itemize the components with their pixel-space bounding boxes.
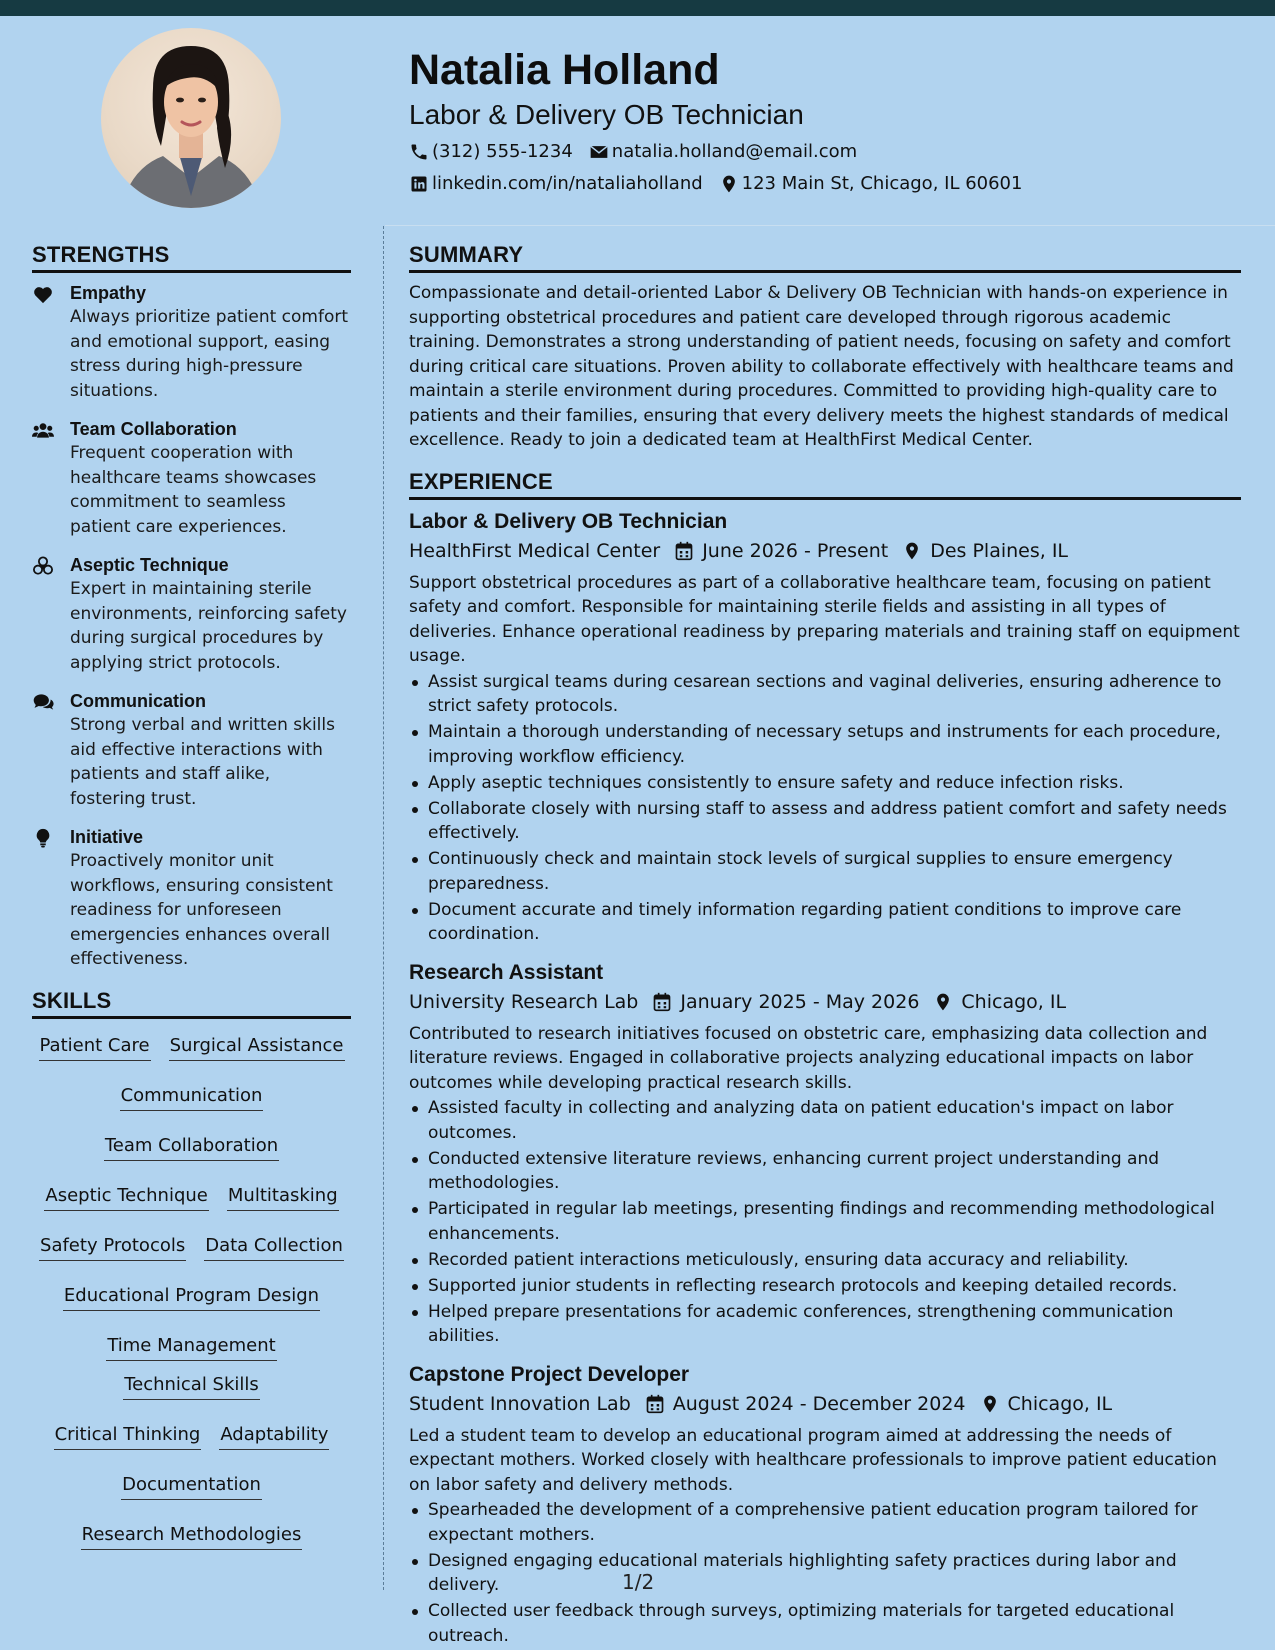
candidate-title: Labor & Delivery OB Technician (409, 99, 804, 130)
strength-item (32, 281, 351, 403)
job-bullet: Supported junior students in reflecting research protocols and keeping detailed records. (409, 1274, 1241, 1299)
job-company: University Research Lab (409, 990, 639, 1013)
job-description: Led a student team to develop an educational program aimed at addressing the needs of expectant mothers. Worked closely with healthcare professionals to improve patient education on labor safety and delivery methods. (409, 1425, 1217, 1495)
strength-name: Team Collaboration (70, 419, 237, 439)
email-contact (589, 140, 857, 164)
calendar-icon (674, 541, 694, 561)
skill-tag: Communication (120, 1083, 264, 1111)
skill-tag: Time Management (106, 1333, 276, 1361)
job-bullet: Recorded patient interactions meticulously, ensuring data accuracy and reliability. (409, 1248, 1241, 1273)
skill-tag: Surgical Assistance (169, 1033, 345, 1061)
job-location: Chicago, IL (961, 990, 1067, 1013)
job-dates: June 2026 - Present (702, 539, 889, 562)
contact-row-1 (409, 140, 1038, 164)
job-bullet: Apply aseptic techniques consistently to ensure safety and reduce infection risks. (409, 771, 1241, 796)
job-bullet: Maintain a thorough understanding of necessary setups and instruments for each procedure, improving workflow efficiency. (409, 720, 1241, 769)
strength-name: Initiative (70, 827, 144, 847)
address-contact (719, 172, 1023, 196)
experience-heading: EXPERIENCE (409, 467, 1241, 500)
skill-tag: Team Collaboration (104, 1133, 279, 1161)
skills-list (32, 1027, 351, 1550)
job-company: HealthFirst Medical Center (409, 539, 661, 562)
job-bullet: Assist surgical teams during cesarean sections and vaginal deliveries, ensuring adherence to strict safety protocols. (409, 670, 1241, 719)
address-text: 123 Main St, Chicago, IL 60601 (741, 173, 1023, 194)
job-entry (409, 508, 1241, 947)
job-bullets (409, 1096, 1241, 1349)
job-title: Research Assistant (409, 960, 604, 984)
job-meta (409, 989, 1241, 1016)
job-bullet: Assisted faculty in collecting and analyzing data on patient education's impact on labor outcomes. (409, 1096, 1241, 1145)
strength-name: Empathy (70, 283, 147, 303)
job-meta (409, 1391, 1241, 1418)
job-dates: August 2024 - December 2024 (672, 1392, 966, 1415)
job-bullet: Designed engaging educational materials highlighting safety practices during labor and delivery. (409, 1549, 1241, 1598)
header-divider (385, 225, 1275, 226)
job-title: Labor & Delivery OB Technician (409, 509, 728, 533)
job-bullet: Continuously check and maintain stock levels of surgical supplies to ensure emergency preparedness. (409, 847, 1241, 896)
job-bullet: Collaborate closely with nursing staff to assess and address patient comfort and safety needs effectively. (409, 797, 1241, 846)
skill-tag: Safety Protocols (39, 1233, 186, 1261)
email-text[interactable]: natalia.holland@email.com (611, 141, 858, 162)
heart-icon (32, 284, 54, 304)
job-description: Support obstetrical procedures as part of a collaborative healthcare team, focusing on patient safety and comfort. Responsible for maintaining sterile fields and assisting in all types of deliveries. Enhance operational readiness by preparing materials and training staff on equipment usage. (409, 572, 1240, 666)
job-description: Contributed to research initiatives focused on obstetric care, emphasizing data collection and literature reviews. Engaged in collaborative projects analyzing educational impacts on labor outcomes while developing practical research skills. (409, 1023, 1208, 1093)
job-dates-wrap (672, 538, 888, 565)
strength-desc: Frequent cooperation with healthcare teams showcases commitment to seamless patient care experiences. (70, 443, 317, 537)
summary-heading: SUMMARY (409, 240, 1241, 273)
strengths-heading: STRENGTHS (32, 240, 351, 273)
top-bar (0, 0, 1275, 16)
candidate-name: Natalia Holland (409, 46, 720, 94)
job-bullet: Spearheaded the development of a comprehensive patient education program tailored for expectant mothers. (409, 1498, 1241, 1547)
map-pin-icon (980, 1394, 1000, 1414)
map-pin-icon (933, 992, 953, 1012)
portrait-image (101, 28, 281, 208)
strength-desc: Expert in maintaining sterile environments, reinforcing safety during surgical procedures by applying strict protocols. (70, 579, 347, 673)
calendar-icon (652, 992, 672, 1012)
resume-header (409, 44, 1038, 196)
job-bullet: Collected user feedback through surveys, optimizing materials for targeted educational outreach. (409, 1599, 1241, 1648)
skill-tag: Educational Program Design (63, 1283, 320, 1311)
strength-name: Communication (70, 691, 207, 711)
job-bullet: Conducted extensive literature reviews, enhancing current project understanding and methodologies. (409, 1147, 1241, 1196)
job-title: Capstone Project Developer (409, 1362, 690, 1386)
linkedin-contact (409, 172, 703, 196)
job-bullet: Document accurate and timely information regarding patient conditions to improve care coordination. (409, 898, 1241, 947)
biohazard-icon (32, 556, 54, 576)
strength-desc: Always prioritize patient comfort and emotional support, easing stress during high-pressure situations. (70, 307, 349, 401)
linkedin-text[interactable]: linkedin.com/in/nataliaholland (432, 173, 703, 194)
skill-tag: Data Collection (204, 1233, 344, 1261)
left-column (32, 240, 351, 1550)
job-meta (409, 538, 1241, 565)
map-pin-icon (719, 174, 739, 194)
job-bullet: Participated in regular lab meetings, presenting findings and recommending methodological enhancements. (409, 1197, 1241, 1246)
strength-item (32, 553, 351, 675)
skill-tag: Multitasking (227, 1183, 339, 1211)
skill-tag: Patient Care (39, 1033, 151, 1061)
job-company: Student Innovation Lab (409, 1392, 631, 1415)
profile-photo (101, 28, 281, 208)
skill-tag: Aseptic Technique (44, 1183, 209, 1211)
job-entry (409, 959, 1241, 1349)
job-dates-wrap (650, 989, 919, 1016)
job-location: Chicago, IL (1007, 1392, 1113, 1415)
strength-item (32, 689, 351, 811)
strength-item (32, 417, 351, 539)
job-location-wrap (978, 1391, 1113, 1418)
job-dates-wrap (643, 1391, 966, 1418)
right-column (409, 240, 1241, 1650)
envelope-icon (589, 142, 609, 162)
job-location-wrap (931, 989, 1066, 1016)
skill-tag: Technical Skills (123, 1372, 260, 1400)
lightbulb-icon (32, 828, 54, 848)
strength-item (32, 825, 351, 972)
strength-desc: Proactively monitor unit workflows, ensuring consistent readiness for unforeseen emergencies enhances overall effectiveness. (70, 851, 333, 969)
phone-icon (409, 142, 429, 162)
phone-text[interactable]: (312) 555-1234 (432, 141, 573, 162)
job-dates: January 2025 - May 2026 (680, 990, 920, 1013)
skill-tag: Critical Thinking (54, 1422, 202, 1450)
skill-tag: Adaptability (219, 1422, 329, 1450)
skills-heading: SKILLS (32, 986, 351, 1019)
chat-icon (32, 692, 54, 712)
map-pin-icon (902, 541, 922, 561)
job-bullets (409, 670, 1241, 947)
job-bullet: Helped prepare presentations for academic conferences, strengthening communication abilities. (409, 1300, 1241, 1349)
skill-tag: Documentation (121, 1472, 262, 1500)
users-icon (32, 420, 54, 440)
strength-desc: Strong verbal and written skills aid effective interactions with patients and staff alike, fostering trust. (70, 715, 335, 809)
calendar-icon (645, 1394, 665, 1414)
job-location: Des Plaines, IL (930, 539, 1069, 562)
job-location-wrap (900, 538, 1068, 565)
page-number: 1/2 (622, 1570, 655, 1594)
job-bullets (409, 1498, 1241, 1648)
summary-text: Compassionate and detail-oriented Labor & Delivery OB Technician with hands-on experience in supporting obstetrical procedures and patient care developed through rigorous academic training. Demonstrates a strong understanding of patient needs, focusing on safety and comfort during critical care situations. Proven ability to collaborate effectively with healthcare teams and maintain a sterile environment during procedures. Committed to providing high-quality care to patients and their families, ensuring that every delivery meets the highest standards of medical excellence. Ready to join a dedicated team at HealthFirst Medical Center. (409, 283, 1234, 450)
column-divider (383, 226, 384, 1590)
job-entry (409, 1361, 1241, 1649)
contact-row-2 (409, 172, 1038, 196)
strength-name: Aseptic Technique (70, 555, 229, 575)
phone-contact (409, 140, 573, 164)
skill-tag: Research Methodologies (81, 1522, 303, 1550)
linkedin-icon (409, 174, 429, 194)
